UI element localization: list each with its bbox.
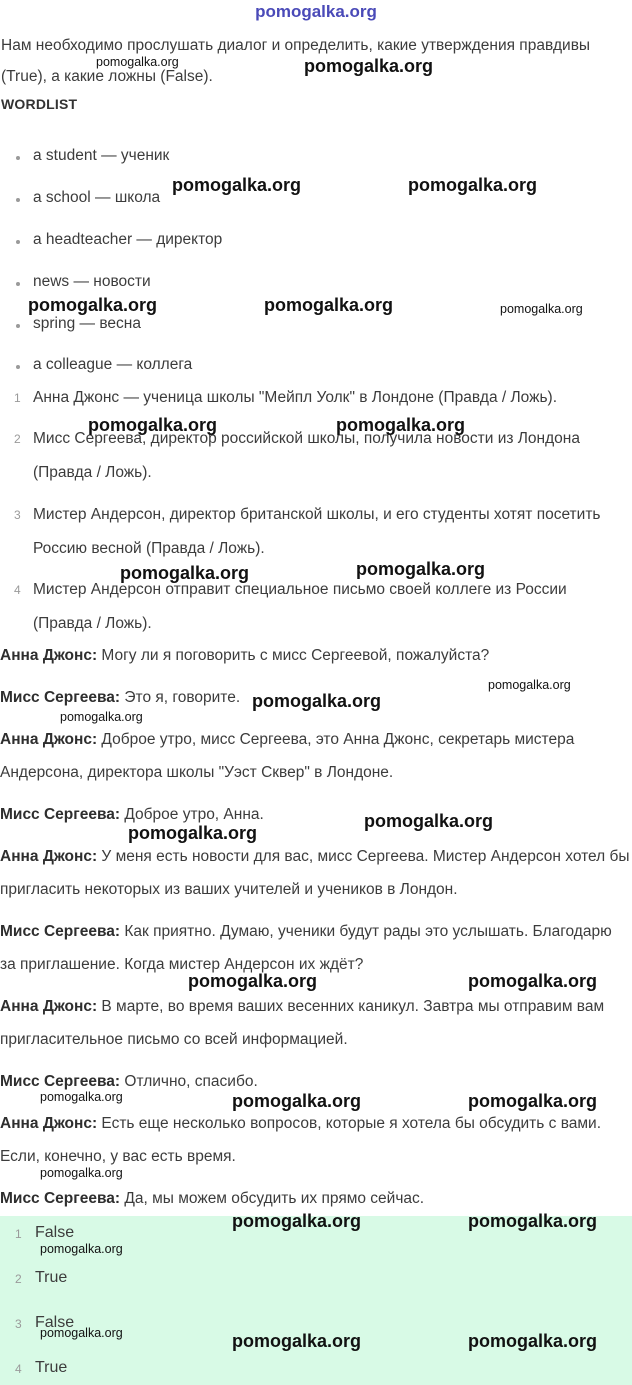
bullet-icon (16, 365, 20, 369)
watermark: pomogalka.org (232, 1331, 362, 1351)
watermark: pomogalka.org (28, 295, 158, 315)
bullet-icon (16, 240, 20, 244)
speaker-name: Мисс Сергеева: (0, 689, 121, 706)
statement-number: 4 (14, 583, 21, 597)
wordlist-item: a headteacher — директор (33, 231, 223, 248)
speaker-name: Мисс Сергеева: (0, 806, 121, 823)
dialogue-line (0, 840, 630, 906)
wordlist-item: spring — весна (33, 315, 141, 332)
watermark: pomogalka.org (40, 1326, 123, 1340)
bullet-icon (16, 156, 20, 160)
watermark: pomogalka.org (172, 175, 302, 195)
speaker-name: Мисс Сергеева: (0, 923, 121, 940)
answer-text: False (35, 1314, 75, 1331)
watermark: pomogalka.org (304, 56, 434, 76)
dialogue-line (0, 990, 630, 1056)
bullet-icon (16, 282, 20, 286)
watermark: pomogalka.org (60, 710, 143, 724)
watermark: pomogalka.org (88, 415, 218, 435)
watermark: pomogalka.org (468, 1331, 598, 1351)
watermark: pomogalka.org (264, 295, 394, 315)
bullet-icon (16, 198, 20, 202)
statement-item (0, 498, 632, 566)
dialogue-text: У меня есть новости для вас, мисс Сергеева. Мистер Андерсон хотел бы пригласить некоторых из ваших учителей и учеников в Лондон. (0, 848, 630, 898)
answer-text: True (35, 1269, 68, 1286)
speaker-name: Мисс Сергеева: (0, 1073, 121, 1090)
answer-text: True (35, 1359, 68, 1376)
watermark: pomogalka.org (336, 415, 466, 435)
dialogue-text: В марте, во время ваших весенних каникул. Завтра мы отправим вам пригласительное письмо со всей информацией. (0, 998, 605, 1048)
watermark: pomogalka.org (40, 1090, 123, 1104)
watermark: pomogalka.org (500, 302, 583, 316)
watermark: pomogalka.org (468, 971, 598, 991)
dialogue-text: Отлично, спасибо. (120, 1073, 258, 1090)
dialogue-text: Доброе утро, Анна. (120, 806, 264, 823)
watermark: pomogalka.org (188, 971, 318, 991)
statement-text: Мистер Андерсон отправит специальное письмо своей коллеге из России (Правда / Ложь). (33, 581, 567, 632)
watermark: pomogalka.org (408, 175, 538, 195)
statement-number: 3 (14, 508, 21, 522)
dialogue-text: Да, мы можем обсудить их прямо сейчас. (120, 1190, 425, 1207)
watermark: pomogalka.org (40, 1242, 123, 1256)
watermark: pomogalka.org (468, 1091, 598, 1111)
watermark: pomogalka.org (488, 678, 571, 692)
watermark: pomogalka.org (356, 559, 486, 579)
speaker-name: Анна Джонс: (0, 731, 98, 748)
dialogue-line (0, 798, 630, 831)
speaker-name: Анна Джонс: (0, 848, 98, 865)
answer-number: 3 (15, 1317, 22, 1331)
bullet-icon (16, 324, 20, 328)
dialogue-text: Могу ли я поговорить с мисс Сергеевой, пожалуйста? (97, 647, 490, 664)
statement-item (0, 381, 632, 415)
answer-number: 1 (15, 1227, 22, 1241)
dialogue-text: Доброе утро, мисс Сергеева, это Анна Джонс, секретарь мистера Андерсона, директора школы "Уэст Сквер" в Лондоне. (0, 731, 575, 781)
watermark: pomogalka.org (120, 563, 250, 583)
wordlist-title: WORDLIST (1, 96, 78, 112)
dialogue-text: Есть еще несколько вопросов, которые я хотела бы обсудить с вами. Если, конечно, у вас есть время. (0, 1115, 602, 1165)
statement-item (0, 573, 632, 641)
dialogue-line (0, 723, 630, 789)
wordlist-item: a school — школа (33, 189, 161, 206)
statement-text: Анна Джонс — ученица школы "Мейпл Уолк" в Лондоне (Правда / Ложь). (33, 389, 558, 406)
wordlist-item: a student — ученик (33, 147, 170, 164)
speaker-name: Мисс Сергеева: (0, 1190, 121, 1207)
dialogue-text: Как приятно. Думаю, ученики будут рады это услышать. Благодарю за приглашение. Когда мистер Андерсон их ждёт? (0, 923, 612, 973)
statement-number: 1 (14, 391, 21, 405)
speaker-name: Анна Джонс: (0, 1115, 98, 1132)
watermark: pomogalka.org (96, 55, 179, 69)
statement-number: 2 (14, 432, 21, 446)
watermark: pomogalka.org (252, 691, 382, 711)
statement-text: Мисс Сергеева, директор российской школы, получила новости из Лондона (Правда / Ложь). (33, 430, 580, 481)
answer-number: 4 (15, 1362, 22, 1376)
dialogue-line (0, 1107, 630, 1173)
answer-number: 2 (15, 1272, 22, 1286)
watermark: pomogalka.org (232, 1211, 362, 1231)
answer-text: False (35, 1224, 75, 1241)
site-header[interactable]: pomogalka.org (255, 2, 377, 21)
speaker-name: Анна Джонс: (0, 647, 98, 664)
watermark: pomogalka.org (128, 823, 258, 843)
intro-text: Нам необходимо прослушать диалог и определить, какие утверждения правдивы (True), а какие ложны (False). (1, 37, 591, 85)
wordlist-item: a colleague — коллега (33, 356, 193, 373)
speaker-name: Анна Джонс: (0, 998, 98, 1015)
watermark: pomogalka.org (364, 811, 494, 831)
wordlist-item: news — новости (33, 273, 151, 290)
dialogue-line (0, 639, 630, 672)
watermark: pomogalka.org (468, 1211, 598, 1231)
statement-text: Мистер Андерсон, директор британской школы, и его студенты хотят посетить Россию весной (Правда / Ложь). (33, 506, 601, 557)
watermark: pomogalka.org (232, 1091, 362, 1111)
watermark: pomogalka.org (40, 1166, 123, 1180)
dialogue-text: Это я, говорите. (120, 689, 241, 706)
